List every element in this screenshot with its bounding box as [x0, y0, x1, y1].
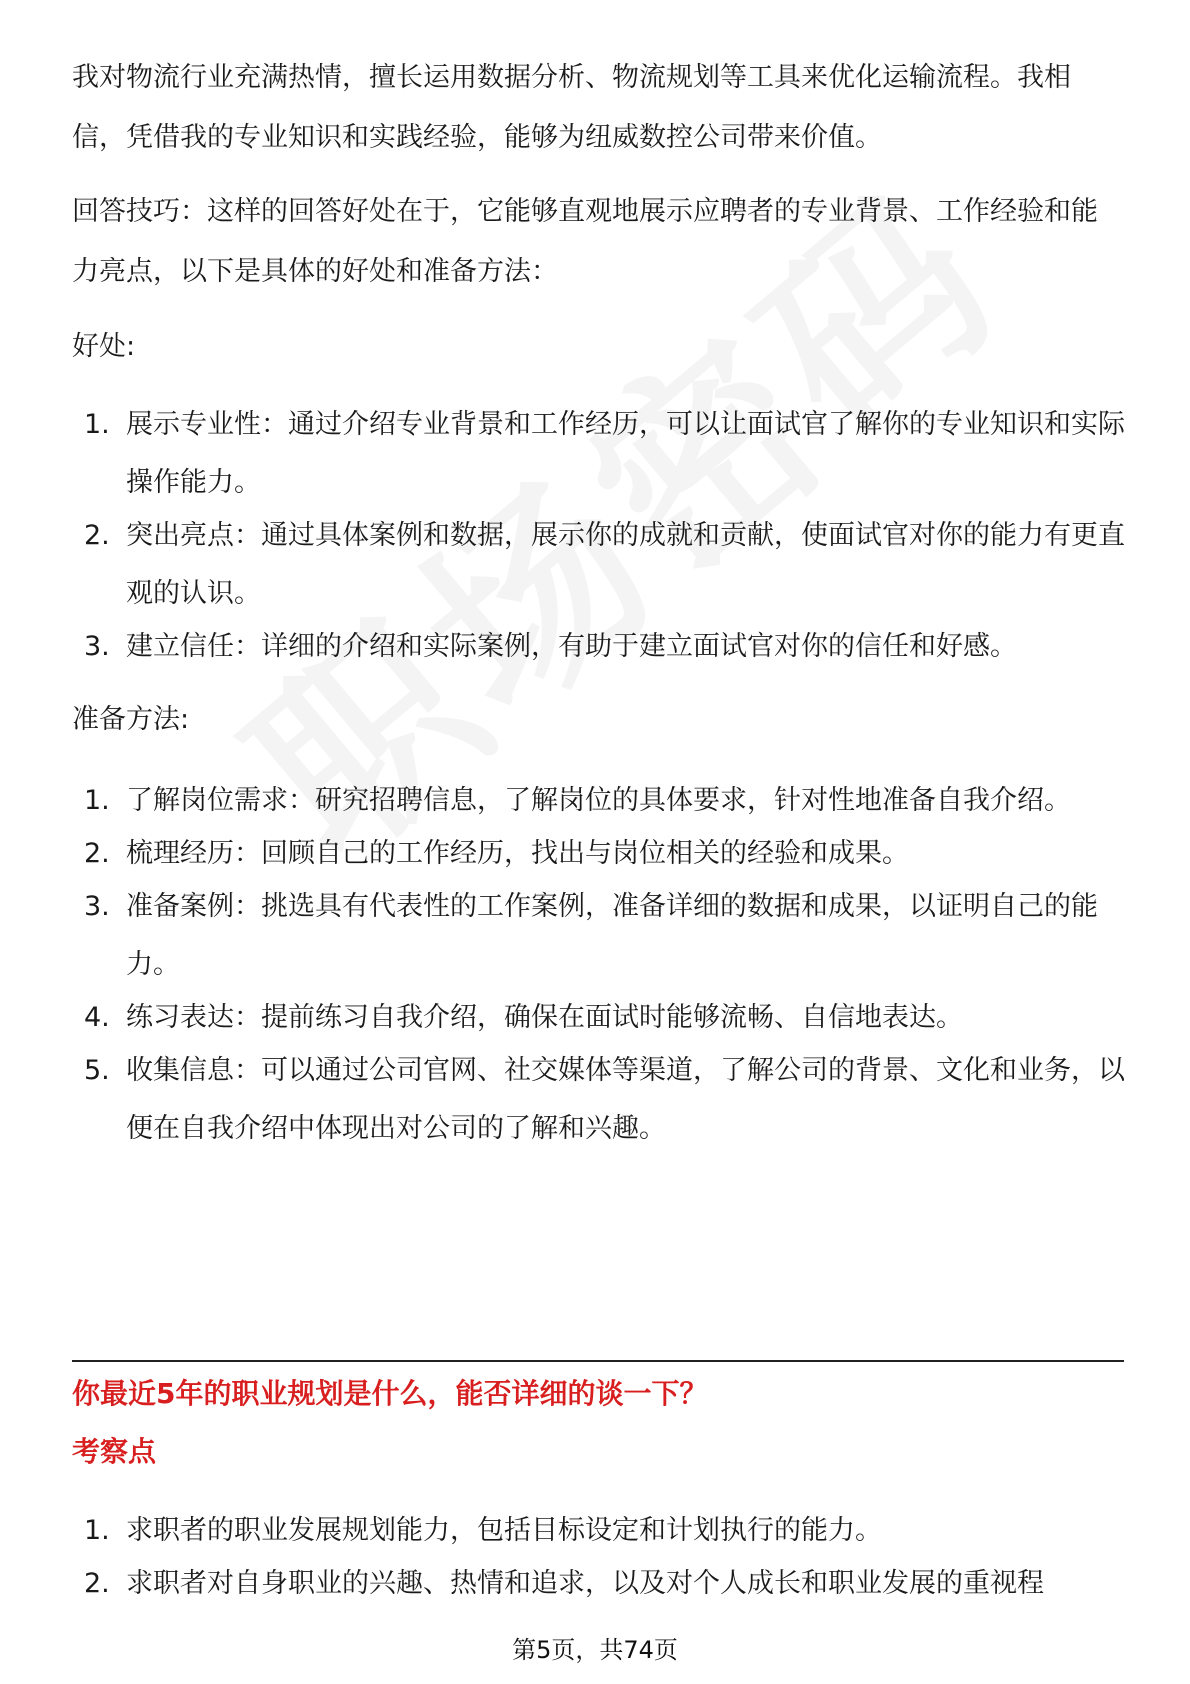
list-text: 求职者的职业发展规划能力，包括目标设定和计划执行的能力。	[126, 1515, 882, 1546]
benefits-list-item	[72, 507, 1132, 623]
question-points-list	[72, 1502, 1132, 1613]
list-number: 5.	[84, 1055, 110, 1086]
list-text: 梳理经历：回顾自己的工作经历，找出与岗位相关的经验和成果。	[126, 838, 909, 869]
list-text: 展示专业性：通过介绍专业背景和工作经历，可以让面试官了解你的专业知识和实际操作能力。	[126, 409, 1125, 498]
list-text: 了解岗位需求：研究招聘信息，了解岗位的具体要求，针对性地准备自我介绍。	[126, 785, 1071, 816]
question-subheading: 考察点	[72, 1435, 157, 1468]
benefits-list	[72, 396, 1132, 676]
list-text: 求职者对自身职业的兴趣、热情和追求，以及对个人成长和职业发展的重视程	[126, 1568, 1044, 1599]
list-number: 1.	[84, 1515, 110, 1546]
list-text: 准备案例：挑选具有代表性的工作案例，准备详细的数据和成果，以证明自己的能力。	[126, 891, 1098, 980]
page-number: 第5页，共74页	[512, 1636, 678, 1664]
list-number: 2.	[84, 1568, 110, 1599]
preparation-list-item	[72, 1042, 1132, 1158]
question-point-item	[72, 1502, 1132, 1560]
preparation-list-item	[72, 772, 1132, 830]
tip-paragraph: 回答技巧：这样的回答好处在于，它能够直观地展示应聘者的专业背景、工作经验和能力亮点，以下是具体的好处和准备方法：	[72, 196, 1098, 287]
intro-paragraph: 我对物流行业充满热情，擅长运用数据分析、物流规划等工具来优化运输流程。我相信，凭借我的专业知识和实践经验，能够为纽威数控公司带来价值。	[72, 62, 1071, 153]
preparation-list-item	[72, 989, 1132, 1047]
question-title: 你最近5年的职业规划是什么，能否详细的谈一下？	[72, 1377, 708, 1410]
list-number: 4.	[84, 1002, 110, 1033]
section-divider	[72, 1360, 1124, 1362]
list-text: 练习表达：提前练习自我介绍，确保在面试时能够流畅、自信地表达。	[126, 1002, 963, 1033]
preparation-list-item	[72, 878, 1132, 994]
list-number: 3.	[84, 891, 110, 922]
benefits-list-item	[72, 618, 1132, 676]
question-point-item	[72, 1555, 1132, 1613]
list-number: 2.	[84, 520, 110, 551]
list-number: 2.	[84, 838, 110, 869]
preparation-list-item	[72, 825, 1132, 883]
list-number: 1.	[84, 785, 110, 816]
list-number: 1.	[84, 409, 110, 440]
list-text: 收集信息：可以通过公司官网、社交媒体等渠道，了解公司的背景、文化和业务，以便在自我介绍中体现出对公司的了解和兴趣。	[126, 1055, 1125, 1144]
list-text: 突出亮点：通过具体案例和数据，展示你的成就和贡献，使面试官对你的能力有更直观的认识。	[126, 520, 1125, 609]
benefits-heading: 好处:	[72, 331, 136, 362]
list-number: 3.	[84, 631, 110, 662]
benefits-list-item	[72, 396, 1132, 512]
preparation-heading: 准备方法:	[72, 704, 190, 735]
list-text: 建立信任：详细的介绍和实际案例，有助于建立面试官对你的信任和好感。	[126, 631, 1017, 662]
preparation-list	[72, 772, 1132, 1158]
